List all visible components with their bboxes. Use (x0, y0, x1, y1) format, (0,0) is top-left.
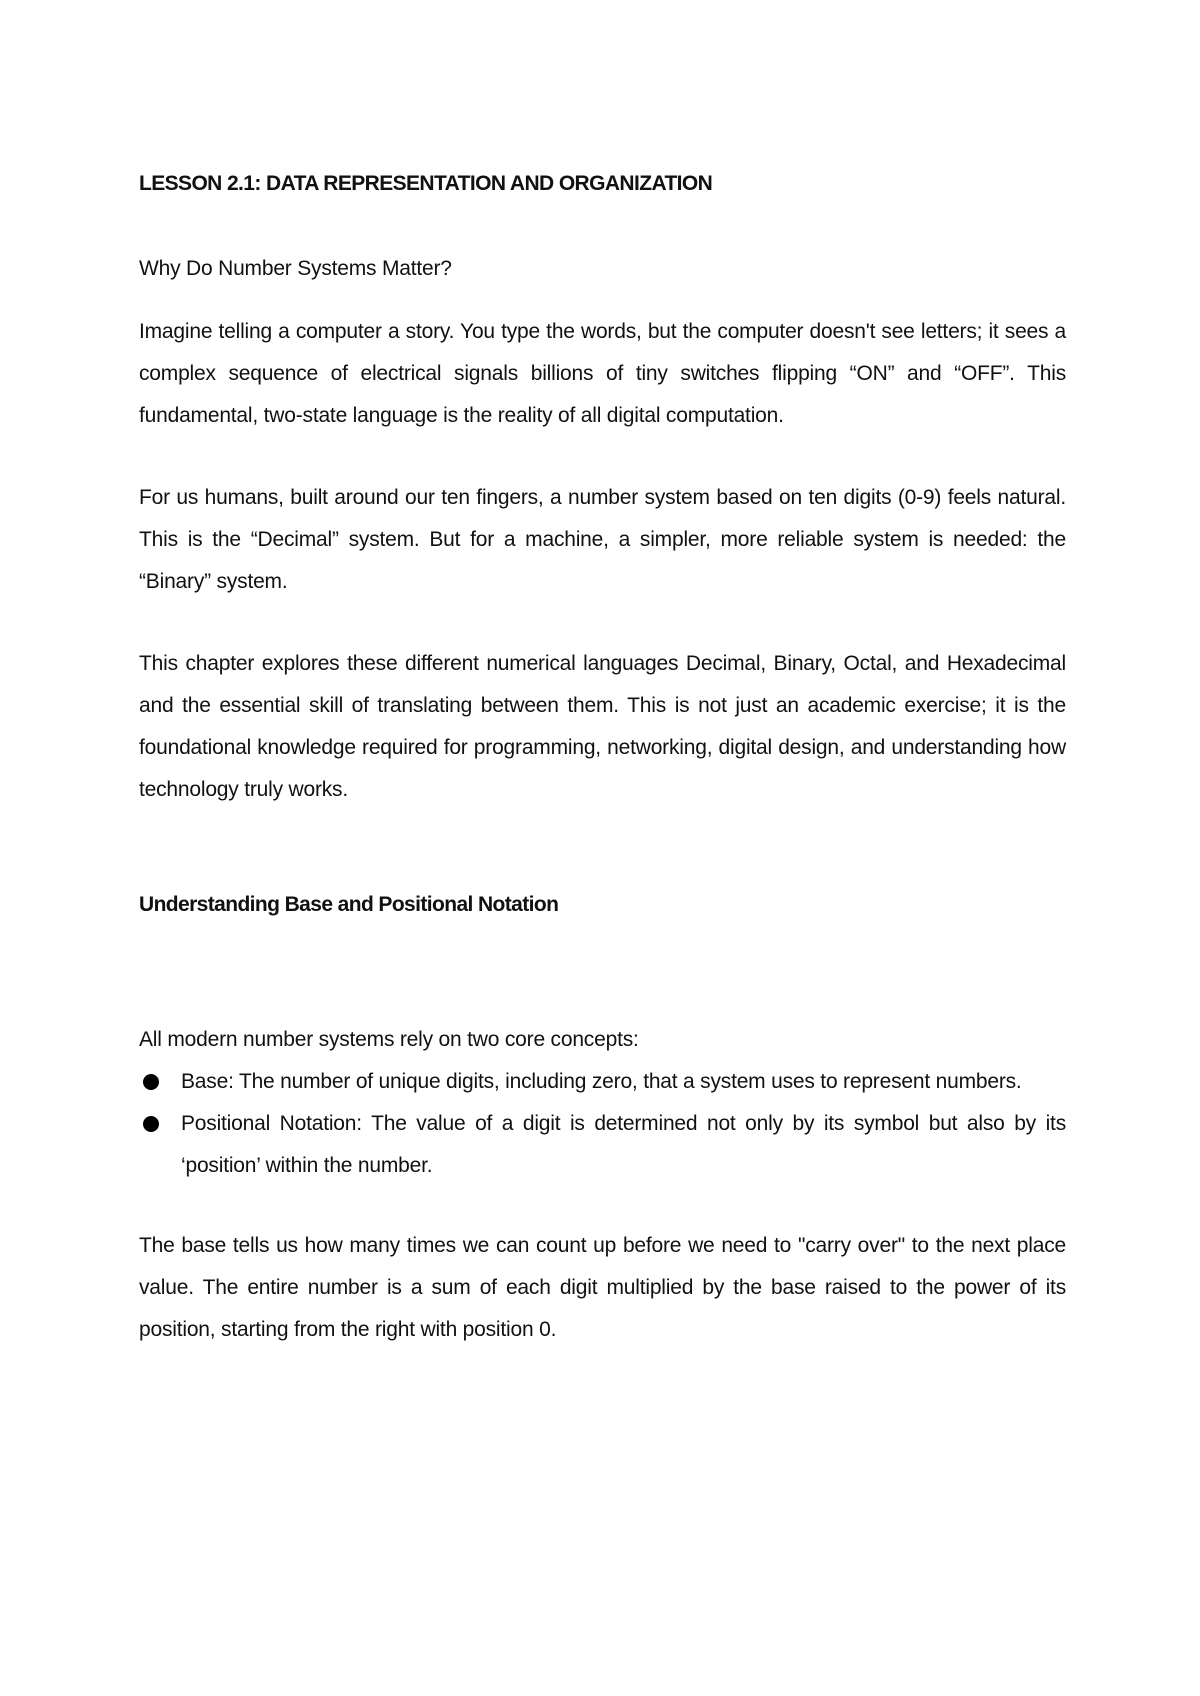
paragraph-intro: Imagine telling a computer a story. You type the words, but the computer doesn't see letters; it sees a complex sequence of electrical signals billions of tiny switches flipping “ON” and “OFF”. This fundamental, two-state language is the reality of all digital computation. (139, 319, 1066, 427)
paragraph-decimal: For us humans, built around our ten fingers, a number system based on ten digits (0-9) feels natural. This is the “Decimal” system. But for a machine, a simpler, more reliable system is needed: the “Binary” system. (139, 485, 1066, 593)
concept-positional-text: Positional Notation: The value of a digit is determined not only by its symbol but also by its ‘position’ within the number. (181, 1112, 1066, 1178)
subheading: Why Do Number Systems Matter? (139, 257, 452, 281)
list-item (139, 1061, 1066, 1103)
lesson-title: LESSON 2.1: DATA REPRESENTATION AND ORGANIZATION (139, 172, 713, 195)
section-heading: Understanding Base and Positional Notation (139, 892, 559, 916)
concept-base-text: Base: The number of unique digits, including zero, that a system uses to represent numbers. (181, 1070, 1022, 1094)
paragraph-chapter: This chapter explores these different numerical languages Decimal, Binary, Octal, and Hexadecimal and the essential skill of translating between them. This is not just an academic exercise; it is the foundational knowledge required for programming, networking, digital design, and understanding how technology truly works. (139, 651, 1066, 801)
concepts-list (139, 1061, 1066, 1187)
document-content (139, 170, 1066, 1351)
paragraph-closing: The base tells us how many times we can count up before we need to "carry over" to the next place value. The entire number is a sum of each digit multiplied by the base raised to the power of its position, starting from the right with position 0. (139, 1234, 1066, 1342)
bullet-icon (143, 1074, 159, 1090)
list-item (139, 1103, 1066, 1187)
bullet-icon (143, 1116, 159, 1132)
concepts-intro: All modern number systems rely on two core concepts: (139, 1027, 639, 1051)
